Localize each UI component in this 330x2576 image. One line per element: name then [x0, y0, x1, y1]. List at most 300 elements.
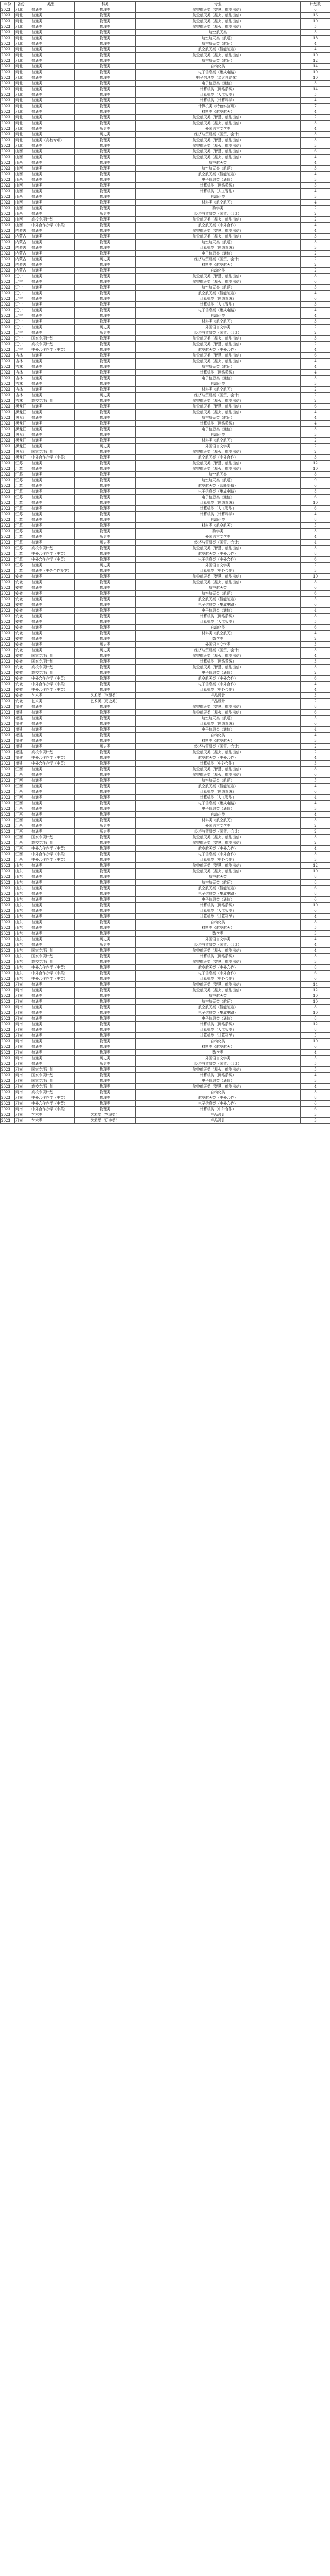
cell-type: 普通类: [27, 104, 75, 109]
cell-plan-count: 3: [301, 166, 330, 172]
cell-plan-count: 8: [301, 1095, 330, 1101]
cell-subject: 物理类: [75, 47, 136, 53]
header-province: 省份: [15, 2, 27, 7]
cell-major: 计算机类（人工智能）: [136, 189, 301, 194]
cell-province: 江苏: [15, 500, 27, 506]
cell-province: 山西: [15, 177, 27, 183]
cell-major: 航空航天类（智慧、航能出信）: [136, 1084, 301, 1090]
cell-plan-count: 3: [301, 568, 330, 574]
cell-province: 江苏: [15, 540, 27, 546]
admission-plan-table: [0, 1, 330, 1124]
table-row: [1, 296, 330, 302]
cell-year: 2023: [1, 857, 15, 863]
cell-year: 2023: [1, 682, 15, 687]
cell-major: 计算机类（网络系统）: [136, 954, 301, 959]
cell-subject: 历史类: [75, 823, 136, 829]
cell-province: 江苏: [15, 483, 27, 489]
cell-year: 2023: [1, 625, 15, 631]
cell-plan-count: 3: [301, 1118, 330, 1124]
cell-type: 高校专项计划: [27, 1090, 75, 1095]
cell-plan-count: 8: [301, 580, 330, 585]
cell-year: 2023: [1, 568, 15, 574]
cell-province: 江苏: [15, 512, 27, 517]
cell-plan-count: 2: [301, 206, 330, 211]
cell-province: 吉林: [15, 353, 27, 359]
cell-type: 普通类: [27, 1056, 75, 1061]
table-row: [1, 234, 330, 240]
cell-type: 普通类: [27, 1022, 75, 1027]
cell-province: 辽宁: [15, 291, 27, 296]
cell-type: 普通类: [27, 829, 75, 835]
cell-major: 自动化类: [136, 1090, 301, 1095]
cell-year: 2023: [1, 670, 15, 676]
cell-plan-count: 2: [301, 670, 330, 676]
cell-province: 安徽: [15, 631, 27, 636]
cell-plan-count: 3: [301, 1112, 330, 1118]
cell-year: 2023: [1, 376, 15, 381]
cell-type: 中外合作办学（中英）: [27, 551, 75, 557]
cell-year: 2023: [1, 903, 15, 908]
cell-major: 航空航天类: [136, 472, 301, 478]
cell-province: 江西: [15, 846, 27, 852]
cell-province: 山西: [15, 200, 27, 206]
cell-province: 山东: [15, 903, 27, 908]
cell-plan-count: 5: [301, 619, 330, 625]
cell-type: 普通类: [27, 988, 75, 993]
cell-type: 普通类: [27, 614, 75, 619]
cell-major: 自动化类: [136, 432, 301, 438]
table-row: [1, 228, 330, 234]
cell-major: 计算机类（人工智能）: [136, 619, 301, 625]
cell-type: 普通类: [27, 631, 75, 636]
cell-year: 2023: [1, 829, 15, 835]
cell-plan-count: 10: [301, 19, 330, 24]
cell-year: 2023: [1, 495, 15, 500]
table-row: [1, 733, 330, 738]
cell-subject: 物理类: [75, 574, 136, 580]
cell-subject: 物理类: [75, 988, 136, 993]
cell-province: 河南: [15, 1112, 27, 1118]
cell-type: 普通类: [27, 495, 75, 500]
table-row: [1, 903, 330, 908]
cell-subject: 历史类: [75, 942, 136, 948]
cell-major: 航空航天类（航运）: [136, 240, 301, 245]
cell-subject: 物理类: [75, 432, 136, 438]
cell-subject: 物理类: [75, 778, 136, 784]
cell-type: 普通类: [27, 767, 75, 772]
cell-plan-count: 4: [301, 410, 330, 415]
cell-subject: 历史类: [75, 744, 136, 750]
cell-province: 江苏: [15, 523, 27, 529]
cell-type: 普通类: [27, 211, 75, 217]
cell-year: 2023: [1, 381, 15, 387]
cell-year: 2023: [1, 36, 15, 41]
cell-year: 2023: [1, 1010, 15, 1016]
cell-plan-count: 3: [301, 665, 330, 670]
cell-subject: 物理类: [75, 313, 136, 319]
table-row: [1, 988, 330, 993]
cell-subject: 历史类: [75, 444, 136, 449]
cell-year: 2023: [1, 143, 15, 149]
cell-plan-count: 8: [301, 517, 330, 523]
cell-year: 2023: [1, 1067, 15, 1073]
cell-subject: 物理类: [75, 421, 136, 427]
cell-major: 计算机类（人工智能）: [136, 1027, 301, 1033]
cell-subject: 历史类: [75, 325, 136, 330]
cell-plan-count: 3: [301, 529, 330, 534]
cell-province: 吉林: [15, 381, 27, 387]
cell-subject: 物理类: [75, 608, 136, 614]
cell-plan-count: 6: [301, 296, 330, 302]
cell-year: 2023: [1, 336, 15, 342]
cell-subject: 物理类: [75, 597, 136, 602]
cell-plan-count: 4: [301, 189, 330, 194]
cell-province: 山西: [15, 223, 27, 228]
cell-subject: 物理类: [75, 1022, 136, 1027]
cell-year: 2023: [1, 982, 15, 988]
cell-year: 2023: [1, 988, 15, 993]
table-row: [1, 767, 330, 772]
table-row: [1, 976, 330, 982]
cell-subject: 物理类: [75, 461, 136, 466]
cell-subject: 物理类: [75, 200, 136, 206]
cell-province: 河北: [15, 81, 27, 87]
table-row: [1, 914, 330, 920]
cell-plan-count: 6: [301, 591, 330, 597]
cell-year: 2023: [1, 285, 15, 291]
cell-year: 2023: [1, 274, 15, 279]
cell-province: 山东: [15, 891, 27, 897]
cell-major: 航空航天类（智能制造）: [136, 172, 301, 177]
cell-year: 2023: [1, 183, 15, 189]
cell-type: 普通类: [27, 364, 75, 370]
cell-province: 江苏: [15, 466, 27, 472]
cell-major: 材料类（航空航天）: [136, 738, 301, 744]
cell-major: 经济与贸易类（国贸、会计）: [136, 211, 301, 217]
cell-year: 2023: [1, 47, 15, 53]
cell-province: 江西: [15, 789, 27, 795]
cell-type: 普通类: [27, 812, 75, 818]
cell-year: 2023: [1, 602, 15, 608]
cell-plan-count: 10: [301, 574, 330, 580]
cell-year: 2023: [1, 755, 15, 761]
cell-type: 中外合作办学（中英）: [27, 857, 75, 863]
cell-province: 安徽: [15, 676, 27, 682]
cell-subject: 物理类: [75, 812, 136, 818]
cell-year: 2023: [1, 954, 15, 959]
cell-province: 山西: [15, 183, 27, 189]
cell-subject: 物理类: [75, 466, 136, 472]
table-row: [1, 942, 330, 948]
cell-subject: 物理类: [75, 500, 136, 506]
cell-year: 2023: [1, 676, 15, 682]
cell-province: 河南: [15, 1107, 27, 1112]
cell-major: 航空航天类（智能制造）: [136, 886, 301, 891]
table-row: [1, 342, 330, 347]
cell-subject: 物理类: [75, 53, 136, 58]
cell-province: 河南: [15, 1101, 27, 1107]
cell-subject: 物理类: [75, 682, 136, 687]
cell-type: 普通类: [27, 47, 75, 53]
table-row: [1, 268, 330, 274]
cell-plan-count: 4: [301, 1050, 330, 1056]
cell-major: 航空航天类（智慧、航能出信）: [136, 959, 301, 965]
table-row: [1, 665, 330, 670]
cell-province: 河北: [15, 132, 27, 138]
cell-province: 河北: [15, 121, 27, 126]
cell-plan-count: 3: [301, 1090, 330, 1095]
cell-type: 普通类: [27, 149, 75, 155]
cell-year: 2023: [1, 432, 15, 438]
cell-province: 辽宁: [15, 325, 27, 330]
cell-major: 电子信息类（通信）: [136, 81, 301, 87]
cell-year: 2023: [1, 398, 15, 404]
cell-subject: 物理类: [75, 376, 136, 381]
table-row: [1, 98, 330, 104]
cell-type: 普通类: [27, 1016, 75, 1022]
cell-province: 江西: [15, 772, 27, 778]
cell-type: 普通类: [27, 999, 75, 1005]
table-row: [1, 183, 330, 189]
cell-major: 外国语言文学类: [136, 325, 301, 330]
cell-major: 电子信息类（通信）: [136, 495, 301, 500]
cell-type: 普通类: [27, 517, 75, 523]
cell-province: 江苏: [15, 563, 27, 568]
cell-plan-count: 3: [301, 659, 330, 665]
cell-major: 电子信息类（星火自动化）: [136, 75, 301, 81]
cell-major: 航空航天类（智慧、航能出信）: [136, 404, 301, 410]
cell-subject: 艺术类（历史类）: [75, 699, 136, 704]
cell-year: 2023: [1, 353, 15, 359]
cell-type: 普通类: [27, 733, 75, 738]
cell-major: 数学类: [136, 529, 301, 534]
cell-major: 自动化类: [136, 194, 301, 200]
cell-province: 山西: [15, 206, 27, 211]
cell-year: 2023: [1, 268, 15, 274]
table-row: [1, 829, 330, 835]
cell-subject: 物理类: [75, 965, 136, 971]
table-row: [1, 1039, 330, 1044]
cell-subject: 物理类: [75, 772, 136, 778]
cell-major: 航空航天类（星火、航能出信）: [136, 24, 301, 30]
cell-major: 计算机类（计算科学）: [136, 1033, 301, 1039]
cell-major: 航空航天类（星火、航能出信）: [136, 234, 301, 240]
cell-year: 2023: [1, 891, 15, 897]
cell-type: 国家专项计划: [27, 449, 75, 455]
cell-type: 中外合作办学（中英）: [27, 965, 75, 971]
cell-type: 普通类: [27, 1050, 75, 1056]
table-row: [1, 398, 330, 404]
cell-province: 山西: [15, 166, 27, 172]
cell-year: 2023: [1, 897, 15, 903]
table-row: [1, 432, 330, 438]
cell-type: 普通类: [27, 903, 75, 908]
cell-plan-count: 4: [301, 126, 330, 132]
cell-plan-count: 4: [301, 98, 330, 104]
table-row: [1, 75, 330, 81]
cell-year: 2023: [1, 98, 15, 104]
cell-subject: 物理类: [75, 982, 136, 988]
cell-plan-count: 4: [301, 109, 330, 115]
table-row: [1, 330, 330, 336]
cell-major: 计算机类（网络系统）: [136, 903, 301, 908]
cell-year: 2023: [1, 1027, 15, 1033]
cell-plan-count: 18: [301, 36, 330, 41]
cell-subject: 物理类: [75, 806, 136, 812]
cell-year: 2023: [1, 512, 15, 517]
cell-plan-count: 3: [301, 818, 330, 823]
cell-plan-count: 4: [301, 347, 330, 353]
cell-plan-count: 6: [301, 886, 330, 891]
cell-type: 普通类: [27, 206, 75, 211]
cell-year: 2023: [1, 580, 15, 585]
table-row: [1, 874, 330, 880]
table-row: [1, 523, 330, 529]
cell-type: 普通类: [27, 823, 75, 829]
cell-major: 经济与贸易类（国贸、会计）: [136, 257, 301, 262]
cell-province: 河南: [15, 982, 27, 988]
cell-major: 计算机类（网络系统）: [136, 1073, 301, 1078]
cell-type: 普通类: [27, 789, 75, 795]
cell-province: 吉林: [15, 359, 27, 364]
cell-province: 河南: [15, 1033, 27, 1039]
table-row: [1, 313, 330, 319]
cell-plan-count: 3: [301, 138, 330, 143]
cell-plan-count: 4: [301, 733, 330, 738]
cell-province: 辽宁: [15, 342, 27, 347]
cell-year: 2023: [1, 784, 15, 789]
cell-major: 材料类（航空航天）: [136, 387, 301, 393]
cell-major: 航空航天类（智能制造）: [136, 597, 301, 602]
cell-type: 普通类: [27, 993, 75, 999]
cell-year: 2023: [1, 240, 15, 245]
cell-plan-count: 2: [301, 211, 330, 217]
cell-subject: 物理类: [75, 70, 136, 75]
cell-subject: 物理类: [75, 109, 136, 115]
table-row: [1, 642, 330, 648]
cell-subject: 物理类: [75, 410, 136, 415]
cell-province: 安徽: [15, 659, 27, 665]
table-header-row: [1, 2, 330, 7]
cell-province: 山东: [15, 869, 27, 874]
cell-type: 普通类: [27, 574, 75, 580]
table-row: [1, 710, 330, 716]
table-row: [1, 846, 330, 852]
cell-plan-count: 3: [301, 1078, 330, 1084]
cell-year: 2023: [1, 364, 15, 370]
cell-plan-count: 3: [301, 81, 330, 87]
table-row: [1, 1101, 330, 1107]
cell-type: 普通类: [27, 291, 75, 296]
cell-type: 普通类: [27, 325, 75, 330]
cell-province: 河南: [15, 1095, 27, 1101]
table-row: [1, 138, 330, 143]
cell-type: 艺术类: [27, 699, 75, 704]
cell-type: 国家专项计划: [27, 1078, 75, 1084]
cell-subject: 物理类: [75, 557, 136, 563]
cell-year: 2023: [1, 404, 15, 410]
cell-type: 普通类（中外合作办学）: [27, 568, 75, 574]
cell-subject: 物理类: [75, 81, 136, 87]
cell-province: 江西: [15, 857, 27, 863]
cell-plan-count: 3: [301, 857, 330, 863]
cell-type: 普通类: [27, 200, 75, 206]
cell-major: 计算机类（人工智能）: [136, 506, 301, 512]
cell-province: 黑龙江: [15, 427, 26, 431]
cell-subject: 历史类: [75, 642, 136, 648]
cell-plan-count: 3: [301, 835, 330, 840]
cell-major: 电子信息类（中外合作）: [136, 682, 301, 687]
cell-plan-count: 2: [301, 438, 330, 444]
cell-type: 国家专项计划: [27, 336, 75, 342]
cell-type: 中外合作办学（中英）: [27, 761, 75, 767]
cell-year: 2023: [1, 931, 15, 937]
cell-type: 普通类: [27, 58, 75, 64]
cell-plan-count: 14: [301, 982, 330, 988]
cell-subject: 物理类: [75, 863, 136, 869]
cell-type: 普通类: [27, 925, 75, 931]
cell-subject: 物理类: [75, 1039, 136, 1044]
header-type: 类型: [27, 2, 75, 7]
cell-major: 航空航天类（中外合作）: [136, 755, 301, 761]
cell-province: 黑龙江: [15, 455, 26, 460]
cell-subject: 物理类: [75, 455, 136, 461]
cell-type: 普通类: [27, 268, 75, 274]
cell-type: 普通类: [27, 313, 75, 319]
cell-major: 计算机类（网络系统）: [136, 500, 301, 506]
cell-province: 江西: [15, 795, 27, 801]
cell-year: 2023: [1, 347, 15, 353]
cell-province: 福建: [15, 710, 27, 716]
cell-major: 航空航天类（星火、航能出信）: [136, 13, 301, 19]
cell-province: 吉林: [15, 370, 27, 376]
table-row: [1, 13, 330, 19]
cell-year: 2023: [1, 1084, 15, 1090]
cell-major: 航空航天类（星火、航能出信）: [136, 19, 301, 24]
cell-province: 江西: [15, 835, 27, 840]
cell-subject: 物理类: [75, 240, 136, 245]
cell-type: 普通类: [27, 784, 75, 789]
table-row: [1, 206, 330, 211]
cell-plan-count: 3: [301, 302, 330, 308]
cell-subject: 物理类: [75, 687, 136, 693]
cell-type: 普通类: [27, 738, 75, 744]
cell-year: 2023: [1, 206, 15, 211]
cell-year: 2023: [1, 659, 15, 665]
cell-major: 材料类（航空航天）: [136, 1044, 301, 1050]
cell-province: 江西: [15, 812, 27, 818]
cell-province: 河南: [15, 1118, 27, 1124]
cell-plan-count: 6: [301, 7, 330, 13]
cell-major: 计算机类（人工智能）: [136, 92, 301, 98]
cell-major: 航空航天类: [136, 993, 301, 999]
cell-major: 电子信息类（通信）: [136, 251, 301, 257]
cell-subject: 物理类: [75, 670, 136, 676]
cell-plan-count: 4: [301, 540, 330, 546]
cell-type: 中外合作办学（中英）: [27, 455, 75, 461]
cell-province: 山西: [15, 211, 27, 217]
cell-province: 安徽: [15, 602, 27, 608]
cell-type: 普通类: [27, 359, 75, 364]
cell-type: 普通类: [27, 444, 75, 449]
cell-year: 2023: [1, 738, 15, 744]
table-row: [1, 257, 330, 262]
cell-type: 艺术类: [27, 693, 75, 699]
cell-subject: 物理类: [75, 121, 136, 126]
cell-year: 2023: [1, 1056, 15, 1061]
cell-province: 内蒙古: [15, 263, 26, 267]
cell-major: 航空航天类（星火、航能出信）: [136, 466, 301, 472]
